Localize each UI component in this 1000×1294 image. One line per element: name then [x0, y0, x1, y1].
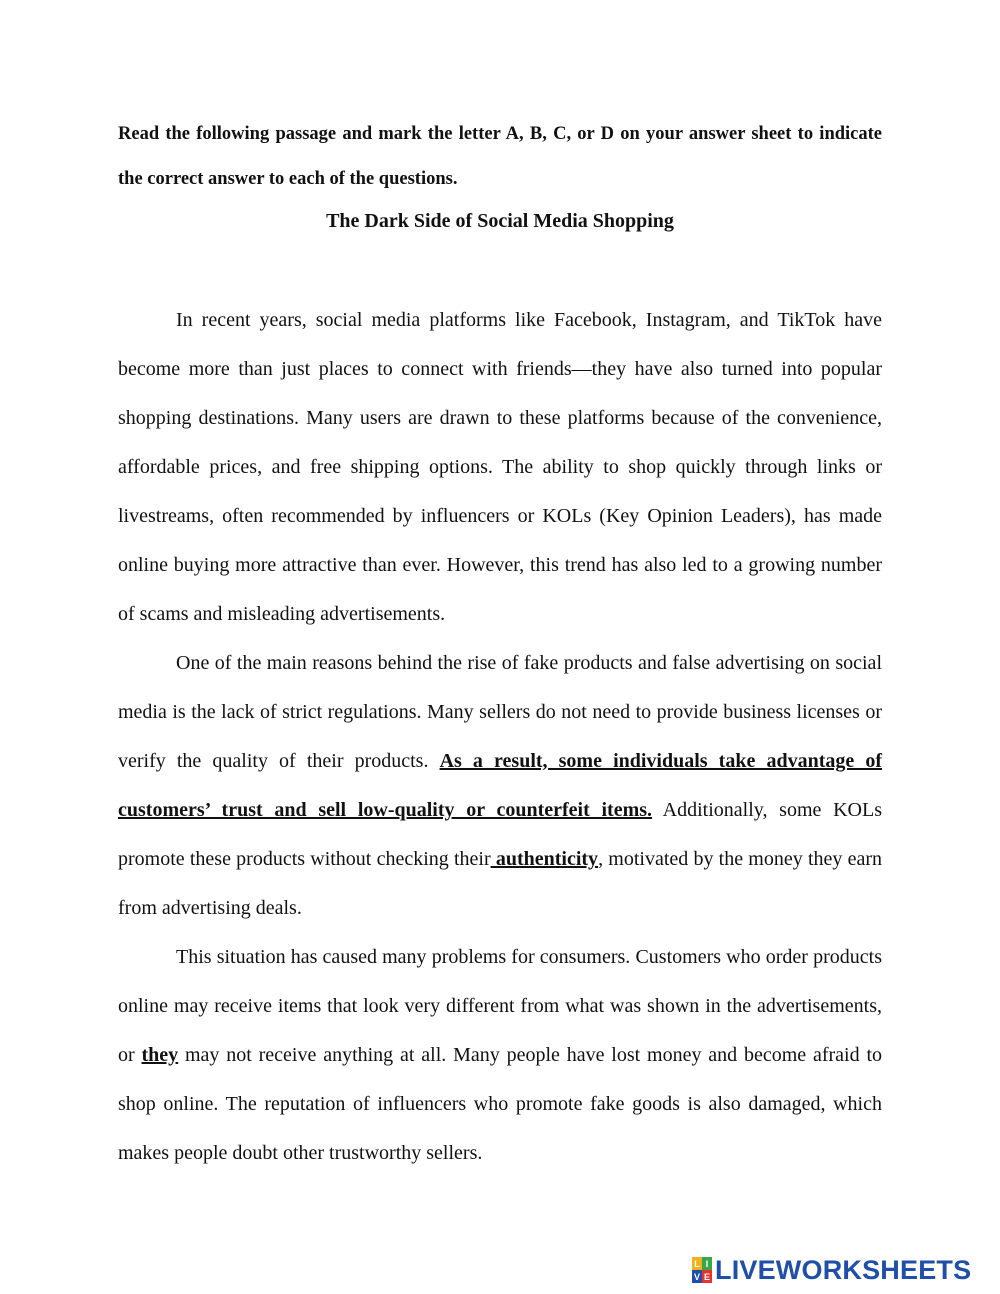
underlined-sentence: As a result, some individuals take advantage of customers’ trust and sell low-quality or counterfeit items.	[118, 750, 883, 821]
liveworksheets-logo-icon	[692, 1257, 712, 1283]
paragraph-3	[118, 933, 882, 1178]
passage-title: The Dark Side of Social Media Shopping	[326, 210, 674, 232]
paragraph-2	[118, 639, 882, 933]
paragraph-2-text-a: One of the main reasons behind the rise of fake products and false advertising on social media is the lack of strict regulations. Many sellers do not need to provide business licenses or verify the quality of their products.	[118, 652, 882, 772]
paragraph-1-text: In recent years, social media platforms like Facebook, Instagram, and TikTok have become more than just places to connect with friends—they have also turned into popular shopping destinations. Many users are drawn to these platforms because of the convenience, affordable prices, and free shipping options. The ability to shop quickly through links or livestreams, often recommended by influencers or KOLs (Key Opinion Leaders), has made online buying more attractive than ever. However, this trend has also led to a growing number of scams and misleading advertisements.	[118, 309, 882, 625]
paragraph-2-text-b: Additionally, some KOLs promote these products without checking their	[118, 799, 883, 870]
logo-text: LIVEWORKSHEETS	[715, 1255, 972, 1285]
paragraph-3-text-a: This situation has caused many problems for consumers. Customers who order products online may receive items that look very different from what was shown in the advertisements, or	[118, 946, 882, 1066]
paragraph-1	[118, 296, 882, 639]
paragraph-3-text-b: may not receive anything at all. Many people have lost money and become afraid to shop online. The reputation of influencers who promote fake goods is also damaged, which makes people doubt other trustworthy sellers.	[118, 1044, 882, 1164]
logo-mark-cell: V	[693, 1271, 700, 1282]
passage-body	[118, 296, 882, 1178]
instructions: Read the following passage and mark the letter A, B, C, or D on your answer sheet to indicate the correct answer to each of the questions.	[118, 124, 882, 189]
logo-mark-cell: L	[692, 1257, 702, 1270]
paragraph-2-text-c: , motivated by the money they earn from advertising deals.	[118, 848, 883, 919]
logo-mark-cell: E	[703, 1271, 710, 1282]
logo-mark-cell: I	[702, 1257, 712, 1270]
underlined-word-authenticity: authenticity	[490, 848, 599, 870]
underlined-word-they: they	[141, 1044, 179, 1066]
liveworksheets-logo	[692, 1255, 971, 1285]
